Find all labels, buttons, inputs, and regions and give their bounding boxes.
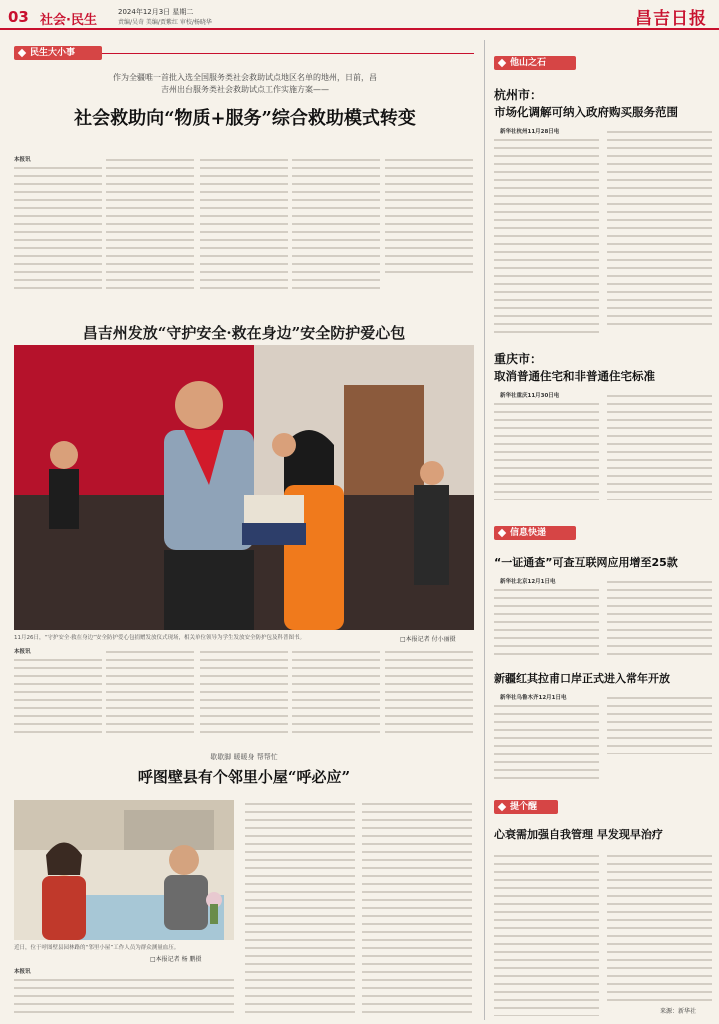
news2-text-col1	[494, 702, 599, 782]
story2-photo-credit: □本报记者 付小丽摄	[400, 636, 456, 643]
story1-byline: 本报讯	[14, 157, 31, 163]
story1-headline: 社会救助向“物质+服务”综合救助模式转变	[74, 108, 416, 129]
story1-deck-line2: 吉州出台服务类社会救助试点工作实施方案——	[161, 85, 329, 94]
story3-byline: 本报讯	[14, 969, 31, 975]
chongqing-dateline: 新华社重庆11月30日电	[500, 393, 560, 399]
hangzhou-text-col1	[494, 136, 599, 336]
story2-text-col4	[292, 648, 380, 738]
newspaper-logo: 昌吉日报	[635, 9, 707, 29]
hangzhou-text-col2	[607, 128, 712, 328]
chongqing-text-col1	[494, 400, 599, 500]
safety-kit-photo	[14, 345, 474, 630]
story2-headline: 昌吉州发放“守护安全·救在身边”安全防护爱心包	[82, 324, 406, 342]
news2-text-col2	[607, 694, 712, 754]
story3-text-col2	[245, 800, 355, 1016]
hangzhou-headline: 市场化调解可纳入政府购买服务范围	[494, 105, 678, 119]
tip-text-col1	[494, 852, 599, 1016]
story3-photo-caption: 近日，位于呼图壁县园林路的“邻里小屋”工作人员为群众测量血压。	[14, 945, 180, 951]
news1-headline: “一证通查”可查互联网应用增至25款	[494, 556, 678, 569]
issue-date: 2024年12月3日 星期二	[118, 8, 194, 16]
story2-text-col1	[14, 656, 102, 738]
story1-text-col5	[385, 156, 473, 276]
story3-text-col3	[362, 800, 472, 1016]
column-bar-elsewhere: 他山之石	[494, 56, 576, 70]
chongqing-city: 重庆市：	[494, 352, 543, 366]
story1-text-col4	[292, 156, 380, 290]
story2-text-col2	[106, 648, 194, 738]
news2-headline: 新疆红其拉甫口岸正式进入常年开放	[494, 672, 670, 685]
news2-dateline: 新华社乌鲁木齐12月1日电	[500, 695, 567, 701]
column-divider	[484, 40, 485, 1020]
column-bar-news-flash: 信息快递	[494, 526, 576, 540]
story1-text-col2	[106, 156, 194, 290]
column-rule	[102, 53, 474, 54]
story1-text-col3	[200, 156, 288, 290]
hangzhou-dateline: 新华社杭州11月28日电	[500, 129, 560, 135]
tip-source: 来源：新华社	[660, 1008, 697, 1015]
chongqing-headline: 取消普通住宅和非普通住宅标准	[494, 369, 655, 383]
page-number: 03	[8, 8, 29, 26]
news1-text-col2	[607, 578, 712, 660]
story2-text-col5	[385, 648, 473, 738]
news1-dateline: 新华社北京12月1日电	[500, 579, 556, 585]
story1-text-col1	[14, 164, 102, 290]
story3-text-below-photo	[14, 976, 234, 1016]
tip-headline: 心衰需加强自我管理 早发现早治疗	[494, 828, 663, 841]
story3-photo-credit: □本报记者 杨 鹏摄	[150, 956, 202, 963]
story2-byline: 本报讯	[14, 649, 31, 655]
masthead	[0, 0, 719, 30]
section-title: 社会·民生	[40, 13, 97, 28]
news1-text-col1	[494, 586, 599, 660]
story2-text-col3	[200, 648, 288, 738]
story3-headline: 呼图壁县有个邻里小屋“呼必应”	[137, 768, 351, 786]
column-bar-reminder: 提个醒	[494, 800, 558, 814]
story1-deck-line1: 作为全疆唯一首批入选全国服务类社会救助试点地区名单的地州，日前，昌	[113, 73, 377, 82]
chongqing-text-col2	[607, 392, 712, 500]
column-bar-livelihood: 民生大小事	[14, 46, 102, 60]
tip-text-col2	[607, 852, 712, 1002]
hangzhou-city: 杭州市：	[494, 88, 543, 102]
story2-photo-caption: 11月26日，“守护安全·救在身边”安全防护爱心包捐赠发放仪式现场，相关单位领导为学生发放安全防护包及科普图书。	[14, 635, 305, 641]
neighborhood-hut-photo	[14, 800, 234, 940]
story3-kicker: 歇歇脚 暖暖身 帮帮忙	[210, 753, 278, 761]
editor-credits: 责编/吴奇 美编/贾紫红 审校/杨晓华	[118, 19, 212, 26]
